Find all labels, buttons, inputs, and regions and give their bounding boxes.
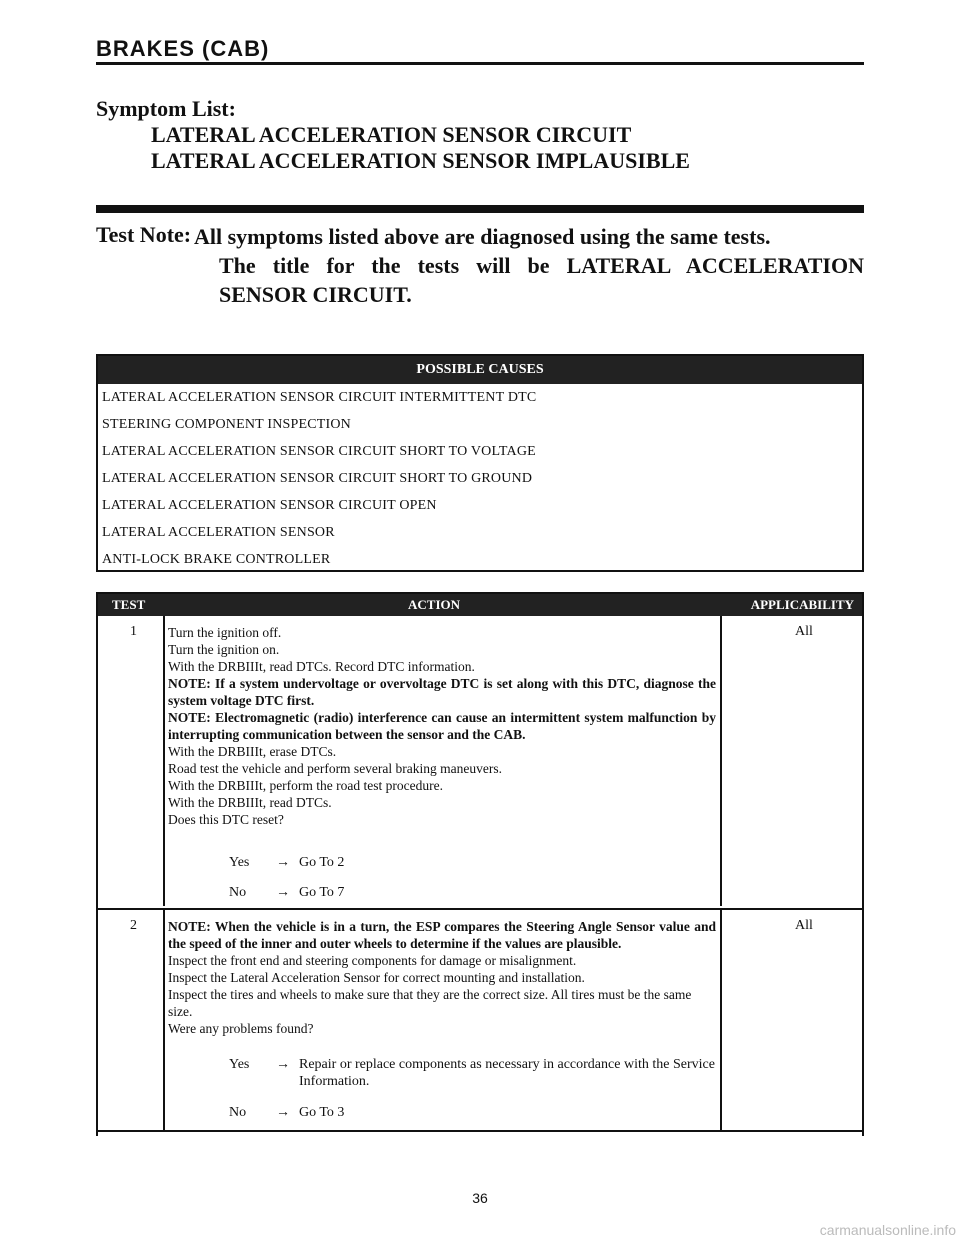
- action-note: NOTE: If a system undervoltage or overvoltage DTC is set along with this DTC, diagnose the system voltage DTC first.: [168, 676, 716, 708]
- test-number: 1: [130, 624, 137, 639]
- cause-item: ANTI-LOCK BRAKE CONTROLLER: [102, 552, 331, 567]
- symptom-item: LATERAL ACCELERATION SENSOR IMPLAUSIBLE: [151, 148, 690, 173]
- page-header-title: BRAKES (CAB): [96, 36, 270, 61]
- cause-item: LATERAL ACCELERATION SENSOR CIRCUIT SHORT TO VOLTAGE: [102, 444, 536, 459]
- cause-item: LATERAL ACCELERATION SENSOR: [102, 525, 335, 540]
- action-line: With the DRBIIIt, read DTCs. Record DTC information.: [168, 659, 475, 674]
- arrow-icon: →: [276, 885, 290, 900]
- header-applicability: APPLICABILITY: [750, 597, 854, 612]
- test-note-text: [194, 222, 864, 309]
- action-line: Inspect the Lateral Acceleration Sensor for correct mounting and installation.: [168, 970, 585, 985]
- column-divider: [163, 616, 165, 906]
- possible-causes-header: POSSIBLE CAUSES: [98, 356, 862, 384]
- cause-item: LATERAL ACCELERATION SENSOR CIRCUIT OPEN: [102, 498, 437, 513]
- result-label: No: [229, 1105, 247, 1120]
- action-line: With the DRBIIIt, erase DTCs.: [168, 744, 337, 759]
- test-action: [168, 918, 716, 1037]
- test-table-header: [98, 594, 862, 616]
- watermark: carmanualsonline.info: [819, 1222, 956, 1238]
- test-note-first-line: All symptoms listed above are diagnosed using the same tests.: [194, 224, 771, 249]
- result-text: Go To 7: [299, 885, 345, 900]
- result-label: No: [229, 885, 247, 900]
- action-note: NOTE: When the vehicle is in a turn, the ESP compares the Steering Angle Sensor value and the speed of the inner and outer wheels to determine if the values are plausible.: [168, 919, 716, 951]
- arrow-icon: →: [276, 855, 290, 870]
- result-text: Repair or replace components as necessary in accordance with the Service Information.: [299, 1057, 715, 1089]
- test-action: [168, 624, 716, 828]
- result-text: Go To 3: [299, 1105, 345, 1120]
- test-note-rest: The title for the tests will be LATERAL ACCELERATION SENSOR CIRCUIT.: [219, 253, 864, 307]
- test-note-label: Test Note:: [96, 222, 192, 247]
- result-label: Yes: [229, 1057, 250, 1072]
- test-number: 2: [130, 918, 137, 933]
- header-action: ACTION: [408, 597, 461, 612]
- test-row-1: [98, 616, 862, 906]
- action-line: Does this DTC reset?: [168, 812, 284, 827]
- column-divider: [163, 910, 165, 1130]
- section-divider: [96, 205, 864, 213]
- test-row-2: [98, 908, 862, 1132]
- result-label: Yes: [229, 855, 250, 870]
- action-line: Road test the vehicle and perform several braking maneuvers.: [168, 761, 502, 776]
- page-number: 36: [472, 1190, 488, 1206]
- action-line: Turn the ignition on.: [168, 642, 280, 657]
- test-applicability: All: [795, 918, 813, 933]
- cause-item: LATERAL ACCELERATION SENSOR CIRCUIT SHORT TO GROUND: [102, 471, 533, 486]
- action-line: Turn the ignition off.: [168, 625, 282, 640]
- cause-item: STEERING COMPONENT INSPECTION: [102, 417, 351, 432]
- symptom-item: LATERAL ACCELERATION SENSOR CIRCUIT: [151, 122, 632, 147]
- column-divider: [720, 616, 722, 906]
- action-line: Inspect the front end and steering components for damage or misalignment.: [168, 953, 577, 968]
- action-note: NOTE: Electromagnetic (radio) interference can cause an intermittent system malfunction by interrupting communication between the sensor and the CAB.: [168, 710, 716, 742]
- action-line: With the DRBIIIt, perform the road test procedure.: [168, 778, 443, 793]
- column-divider: [720, 910, 722, 1130]
- test-applicability: All: [795, 624, 813, 639]
- possible-causes-box: [96, 354, 864, 572]
- action-line: Inspect the tires and wheels to make sure that they are the correct size. All tires must be the same size.: [168, 987, 692, 1019]
- arrow-icon: →: [276, 1105, 290, 1120]
- action-line: With the DRBIIIt, read DTCs.: [168, 795, 332, 810]
- header-rule: [96, 62, 864, 65]
- symptom-list-label: Symptom List:: [96, 96, 236, 121]
- action-line: Were any problems found?: [168, 1021, 314, 1036]
- result-text: Go To 2: [299, 855, 345, 870]
- test-table: [96, 592, 864, 1136]
- cause-item: LATERAL ACCELERATION SENSOR CIRCUIT INTERMITTENT DTC: [102, 390, 537, 405]
- header-test: TEST: [112, 597, 146, 612]
- arrow-icon: →: [276, 1057, 290, 1072]
